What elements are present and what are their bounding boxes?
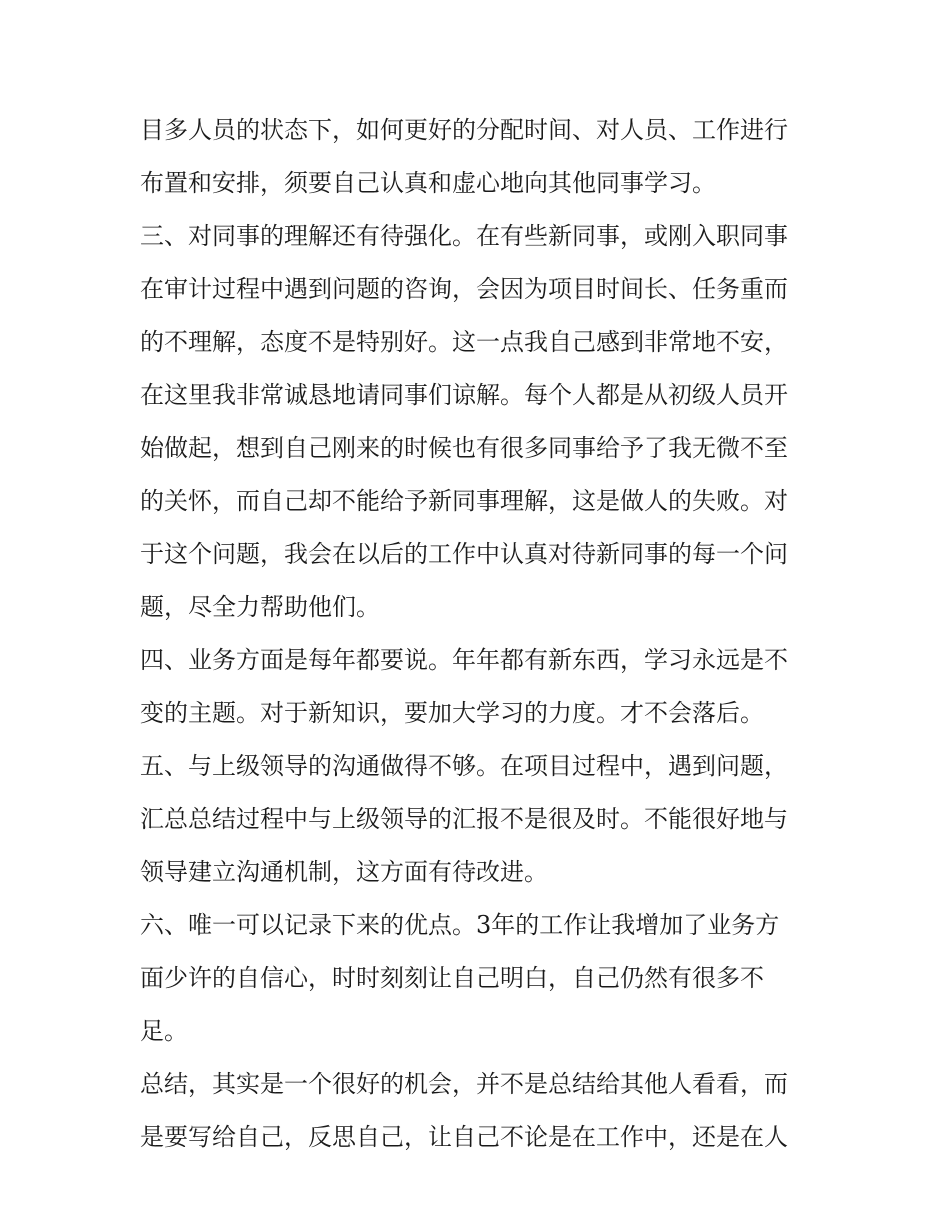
text-line: 面少许的自信心，时时刻刻让自己明白，自己仍然有很多不 xyxy=(140,964,764,992)
text-line: 于这个问题，我会在以后的工作中认真对待新同事的每一个问 xyxy=(140,540,788,568)
text-line: 四、业务方面是每年都要说。年年都有新东西，学习永远是不 xyxy=(140,646,788,674)
text-line: 的关怀，而自己却不能给予新同事理解，这是做人的失败。对 xyxy=(140,487,788,515)
text-line: 三、对同事的理解还有待强化。在有些新同事，或刚入职同事 xyxy=(140,222,788,250)
text-line: 是要写给自己，反思自己，让自己不论是在工作中，还是在人 xyxy=(140,1123,788,1151)
text-line: 始做起，想到自己刚来的时候也有很多同事给予了我无微不至 xyxy=(140,434,788,462)
document-body xyxy=(140,104,820,1164)
text-line: 领导建立沟通机制，这方面有待改进。 xyxy=(140,858,548,886)
text-line: 六、唯一可以记录下来的优点。3年的工作让我增加了业务方 xyxy=(140,911,780,939)
text-line: 变的主题。对于新知识，要加大学习的力度。才不会落后。 xyxy=(140,699,764,727)
text-line: 题，尽全力帮助他们。 xyxy=(140,593,380,621)
text-line: 总结，其实是一个很好的机会，并不是总结给其他人看看，而 xyxy=(140,1070,788,1098)
text-line: 足。 xyxy=(140,1017,188,1045)
text-line: 布置和安排，须要自己认真和虚心地向其他同事学习。 xyxy=(140,169,716,197)
text-line: 在这里我非常诚恳地请同事们谅解。每个人都是从初级人员开 xyxy=(140,381,788,409)
text-line: 五、与上级领导的沟通做得不够。在项目过程中，遇到问题， xyxy=(140,752,788,780)
text-line: 目多人员的状态下，如何更好的分配时间、对人员、工作进行 xyxy=(140,116,788,144)
text-line: 在审计过程中遇到问题的咨询，会因为项目时间长、任务重而 xyxy=(140,275,788,303)
text-line: 汇总总结过程中与上级领导的汇报不是很及时。不能很好地与 xyxy=(140,805,788,833)
text-line: 的不理解，态度不是特别好。这一点我自己感到非常地不安， xyxy=(140,328,788,356)
